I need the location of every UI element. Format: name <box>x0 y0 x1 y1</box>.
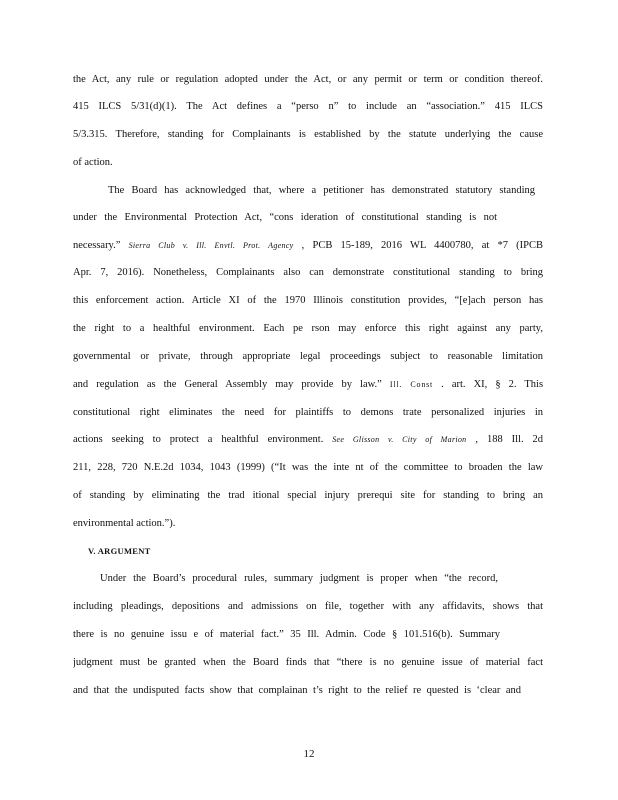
case-citation: Sierra Club v. Ill. Envtl. Prot. Agency <box>128 241 294 250</box>
text-line: judgment must be granted when the Board finds that “there is no genuine issue of material fact <box>73 657 543 668</box>
text-line: governmental or private, through appropriate legal proceedings subject to reasonable limitation <box>73 351 543 362</box>
text-line-citation <box>73 433 543 447</box>
text-fragment: actions seeking to protect a healthful environment. <box>73 434 324 445</box>
text-line: the Act, any rule or regulation adopted under the Act, or any permit or term or condition thereof. <box>73 74 543 85</box>
text-line-citation <box>73 239 543 253</box>
text-line: the right to a healthful environment. Each pe rson may enforce this right against any party, <box>73 323 543 334</box>
text-line: 5/3.315. Therefore, standing for Complainants is established by the statute underlying the cause <box>73 129 543 140</box>
text-line: there is no genuine issu e of material fact.” 35 Ill. Admin. Code § 101.516(b). Summary <box>73 629 500 640</box>
section-heading: V. ARGUMENT <box>88 546 151 556</box>
text-line: of standing by eliminating the trad itional special injury prerequi site for standing to bring an <box>73 490 543 501</box>
text-line-constitution <box>73 378 543 392</box>
text-line: 415 ILCS 5/31(d)(1). The Act defines a “perso n” to include an “association.” 415 ILCS <box>73 101 543 112</box>
text-line: and that the undisputed facts show that complainan t’s right to the relief re quested is ‘clear and <box>73 685 521 696</box>
text-line: Under the Board’s procedural rules, summary judgment is proper when “the record, <box>100 573 498 584</box>
text-line: this enforcement action. Article XI of the 1970 Illinois constitution provides, “[e]ach person has <box>73 295 543 306</box>
page-number: 12 <box>303 748 315 760</box>
text-fragment: necessary.” <box>73 240 121 251</box>
text-line: including pleadings, depositions and admissions on file, together with any affidavits, shows that <box>73 601 543 612</box>
text-line: under the Environmental Protection Act, “cons ideration of constitutional standing is not <box>73 212 497 223</box>
text-fragment: , 188 Ill. 2d <box>475 434 543 445</box>
text-line: constitutional right eliminates the need for plaintiffs to demons trate personalized injuries in <box>73 407 543 418</box>
text-fragment: and regulation as the General Assembly may provide by law.” <box>73 379 382 390</box>
text-line: environmental action.”). <box>73 518 176 529</box>
case-citation: See Glisson v. City of Marion <box>332 435 467 444</box>
text-line: The Board has acknowledged that, where a petitioner has demonstrated statutory standing <box>108 185 535 196</box>
text-line: Apr. 7, 2016). Nonetheless, Complainants also can demonstrate constitutional standing to bring <box>73 267 543 278</box>
text-fragment: , PCB 15-189, 2016 WL 4400780, at *7 (IPCB <box>301 240 543 251</box>
text-line: 211, 228, 720 N.E.2d 1034, 1043 (1999) (“It was the inte nt of the committee to broaden the law <box>73 462 543 473</box>
constitution-citation: Ill. Const <box>389 380 434 389</box>
text-fragment: . art. XI, § 2. This <box>441 379 543 390</box>
text-line: of action. <box>73 157 113 168</box>
